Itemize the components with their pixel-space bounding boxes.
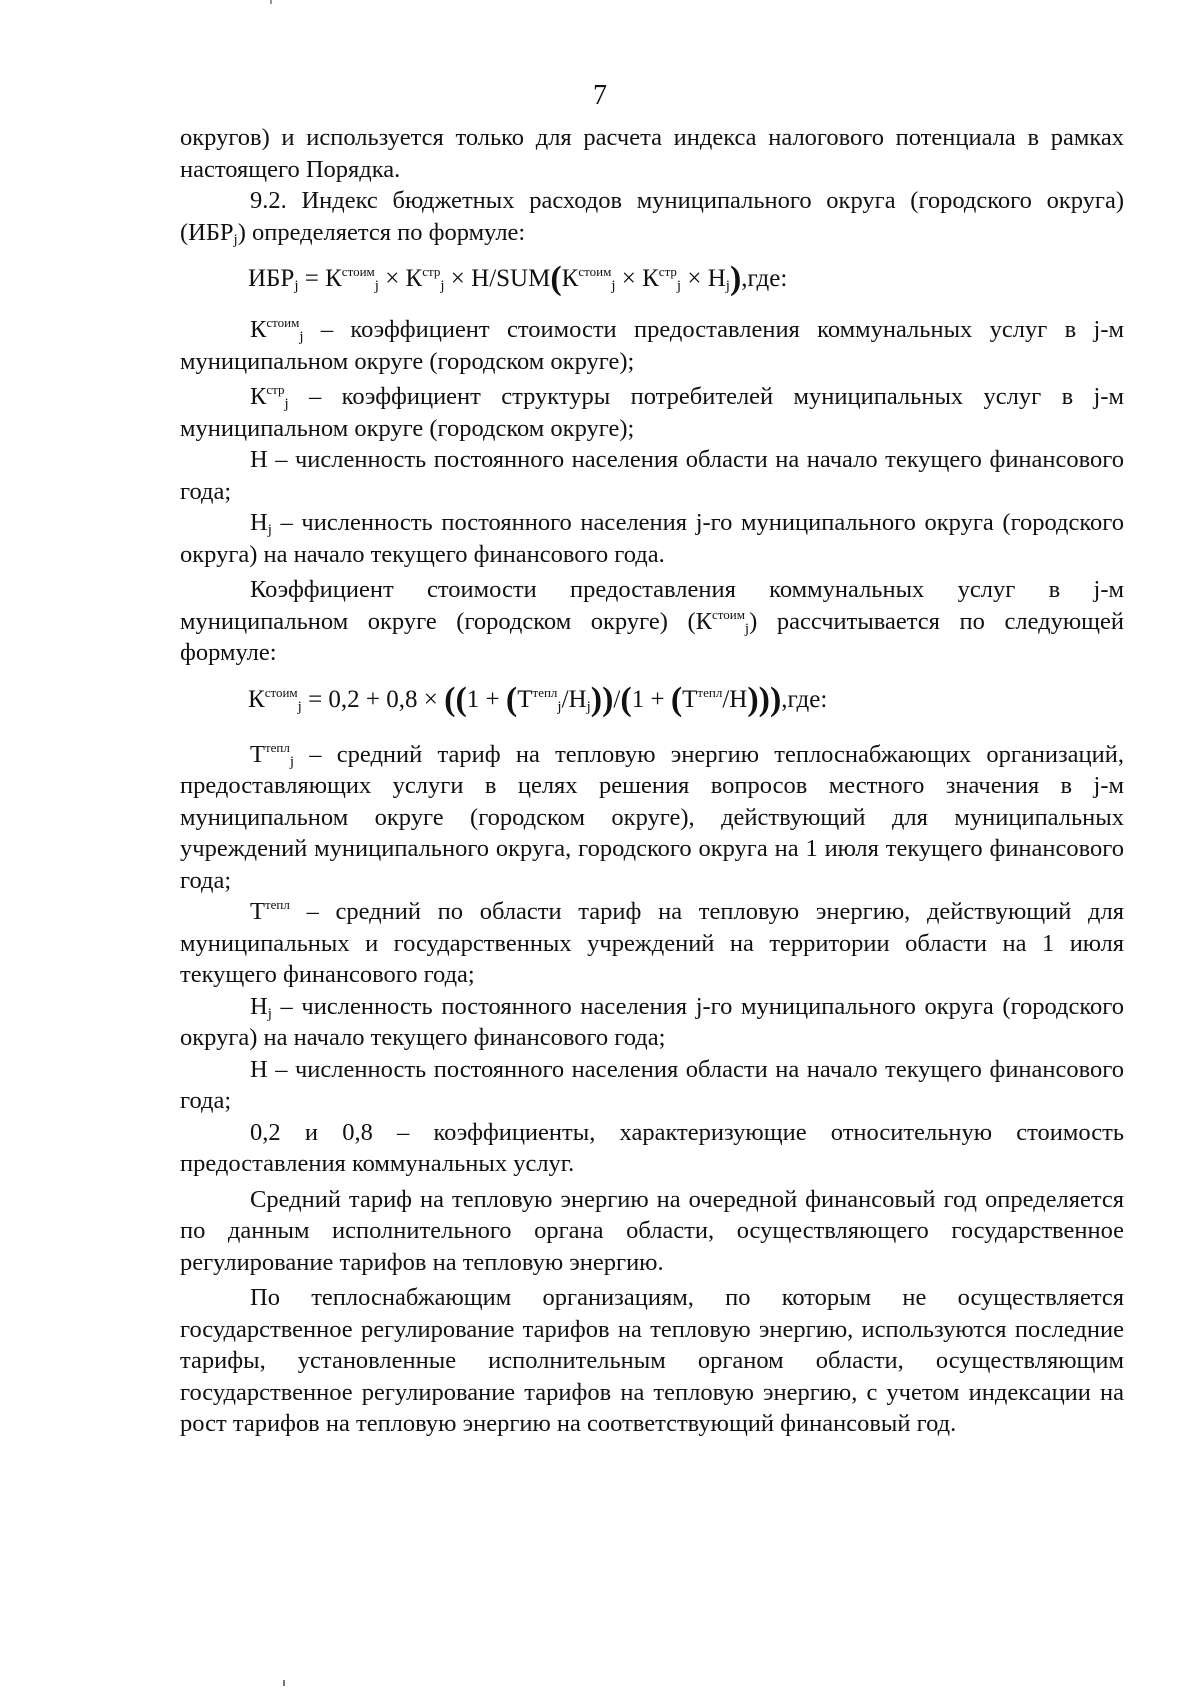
page-number: 7 — [593, 80, 607, 111]
paragraph-k-stoim-intro-sup: стоим — [711, 606, 745, 622]
definition-k-stoim — [180, 314, 1124, 377]
formula-k-lhs-sup: стоим — [264, 684, 298, 700]
formula-ibr-lhs: ИБР — [248, 265, 295, 292]
definition-k-stoim-text: – коэффициент стоимости предоставления коммунальных услуг в j-м муниципальном округе (городском округе); — [180, 316, 1124, 375]
paragraph-k-stoim-intro-start: Коэффициент стоимости предоставления коммунальных услуг в j-м муниципальном округе (городском округе) ( — [180, 576, 1124, 635]
formula-k-div-h: /Н — [722, 685, 748, 713]
formula-ibr-lhs-sub: j — [294, 278, 299, 294]
definition-nj-text: – численность постоянного населения j-го муниципального округа (городского округа) на начало текущего финансового года. — [180, 509, 1124, 568]
formula-ibr-k1-sub: j — [374, 278, 379, 294]
definition-t-tepl-j-sup: тепл — [264, 739, 290, 755]
definition-k-str-symbol: К — [250, 383, 267, 410]
formula-k-one-2: 1 + — [631, 685, 671, 713]
formula-ibr-times-1: × — [378, 265, 406, 292]
formula-ibr-k4-sup: стр — [658, 264, 677, 279]
definition-t-tepl-j-symbol: Т — [250, 740, 265, 768]
formula-k-tail: ,где: — [781, 685, 828, 713]
formula-k-hj-sub: j — [586, 698, 591, 715]
formula-ibr-k4: К — [642, 265, 659, 292]
formula-k-one-1: 1 + — [466, 685, 506, 713]
formula-ibr-k2-sup: стр — [422, 264, 441, 279]
definition-nj-2-sub: j — [267, 1005, 272, 1022]
formula-ibr-times-3: × — [615, 265, 643, 292]
definition-n-2: Н – численность постоянного населения области на начало текущего финансового года; — [180, 1055, 1124, 1114]
definition-n: Н – численность постоянного населения области на начало текущего финансового года; — [180, 446, 1124, 505]
formula-k-t1: Т — [517, 685, 533, 713]
definition-k-str-text: – коэффициент структуры потребителей муниципальных услуг в j-м муниципальном округе (городском округе); — [180, 383, 1124, 442]
paragraph-9-2-sub: j — [233, 231, 238, 248]
paragraph-k-stoim-intro-symbol: К — [695, 607, 712, 635]
definition-nj-2-text: – численность постоянного населения j-го муниципального округа (городского округа) на начало текущего финансового года; — [180, 992, 1124, 1051]
paragraph-unregulated-tariffs: По теплоснабжающим организациям, по которым не осуществляется государственное регулирование тарифов на тепловую энергию, используются последние тарифы, установленные исполнительным органом области, осуществляющим государственное регулирование тарифов на тепловую энергию, с учетом индексации на рост тарифов на тепловую энергию на соответствующий финансовый год. — [180, 1284, 1124, 1437]
formula-ibr-k1: К — [325, 265, 342, 292]
paragraph-k-stoim-intro-sub: j — [744, 620, 750, 637]
definition-nj-2-symbol: Н — [250, 992, 268, 1020]
formula-k-t1-sup: тепл — [532, 684, 558, 700]
definition-nj — [180, 507, 1124, 570]
formula-ibr-k4-sub: j — [676, 278, 682, 294]
formula-ibr-k1-sup: стоим — [341, 264, 375, 279]
formula-ibr-eq: = — [298, 265, 326, 292]
scan-mark-top — [270, 0, 272, 4]
definition-k-stoim-sub: j — [299, 329, 304, 345]
formula-k-paren-6: ))) — [747, 680, 782, 718]
formula-k-lhs: К — [248, 685, 265, 713]
formula-ibr-k2: К — [405, 265, 423, 292]
document-body — [180, 122, 1124, 1440]
formula-ibr-tail: ,где: — [741, 265, 788, 292]
paragraph-9-2 — [180, 185, 1124, 248]
formula-ibr-times-4: × — [681, 265, 708, 292]
formula-ibr-close-paren: ) — [729, 260, 742, 297]
formula-k-t2: Т — [682, 685, 698, 713]
paragraph-k-stoim-intro — [180, 574, 1124, 669]
formula-ibr-sum: /SUM — [489, 265, 551, 292]
definition-k-stoim-symbol: К — [250, 316, 267, 343]
formula-k-paren-4: ( — [620, 680, 632, 718]
definition-k-str-sup: стр — [266, 382, 285, 397]
formula-k-paren-3: )) — [590, 680, 614, 718]
definition-nj-sub: j — [267, 522, 272, 538]
formula-ibr-n: Н — [471, 265, 490, 292]
formula-ibr-open-paren: ( — [550, 260, 562, 297]
paragraph-average-tariff: Средний тариф на тепловую энергию на очередной финансовый год определяется по данным исполнительного органа области, осуществляющего государственное регулирование тарифов на тепловую энергию. — [180, 1185, 1124, 1276]
paragraph-9-2-end: ) определяется по формуле: — [237, 218, 526, 246]
formula-k-t1-sub: j — [557, 698, 562, 715]
definition-k-stoim-sup: стоим — [266, 315, 300, 330]
formula-ibr — [180, 258, 1124, 300]
formula-ibr-n2-sub: j — [725, 278, 730, 294]
formula-k-t2-sup: тепл — [697, 684, 723, 700]
formula-k-stoim — [180, 677, 1124, 723]
definition-k-str — [180, 381, 1124, 444]
definition-coefficients: 0,2 и 0,8 – коэффициенты, характеризующие относительную стоимость предоставления коммунальных услуг. — [180, 1118, 1124, 1177]
paragraph-9-2-start: 9.2. Индекс бюджетных расходов муниципального округа (городского округа) (ИБР — [180, 187, 1124, 246]
definition-k-str-sub: j — [284, 396, 289, 412]
definition-nj-2 — [180, 991, 1124, 1054]
definition-t-tepl-sup: тепл — [264, 897, 290, 912]
paragraph-continuation: округов) и используется только для расчета индекса налогового потенциала в рамках настоящего Порядка. — [180, 124, 1124, 183]
definition-t-tepl — [180, 896, 1124, 991]
formula-ibr-k3-sup: стоим — [578, 264, 612, 279]
formula-ibr-n2: Н — [707, 265, 726, 292]
definition-t-tepl-symbol: Т — [250, 898, 265, 925]
formula-k-slash: / — [613, 685, 621, 713]
definition-t-tepl-j-sub: j — [289, 753, 295, 770]
scan-mark-bottom — [283, 1680, 285, 1686]
paragraph-k-stoim-intro-end: ) рассчитывается по следующей формуле: — [180, 607, 1124, 666]
formula-k-lhs-sub: j — [297, 698, 302, 715]
formula-ibr-k3: К — [561, 265, 579, 292]
definition-t-tepl-j — [180, 739, 1124, 897]
formula-k-div-hj: /Н — [561, 685, 587, 713]
definition-t-tepl-text: – средний по области тариф на тепловую энергию, действующий для муниципальных и государственных учреждений на территории области на 1 июля текущего финансового года; — [180, 898, 1124, 988]
formula-ibr-k3-sub: j — [611, 278, 616, 294]
formula-ibr-times-2: × — [444, 265, 472, 292]
formula-ibr-k2-sub: j — [440, 278, 445, 294]
formula-k-paren-1: (( — [444, 680, 467, 718]
definition-nj-symbol: Н — [250, 509, 268, 536]
formula-k-paren-5: ( — [670, 680, 683, 718]
definition-t-tepl-j-text: – средний тариф на тепловую энергию теплоснабжающих организаций, предоставляющих услуги в целях решения вопросов местного значения в j-м муниципальном округе (городском округе), действующий для муниципальных учреждений муниципального округа, городского округа на 1 июля текущего финансового года; — [180, 740, 1124, 894]
formula-k-paren-2: ( — [505, 680, 518, 718]
formula-k-eq: = 0,2 + 0,8 × — [301, 685, 445, 713]
